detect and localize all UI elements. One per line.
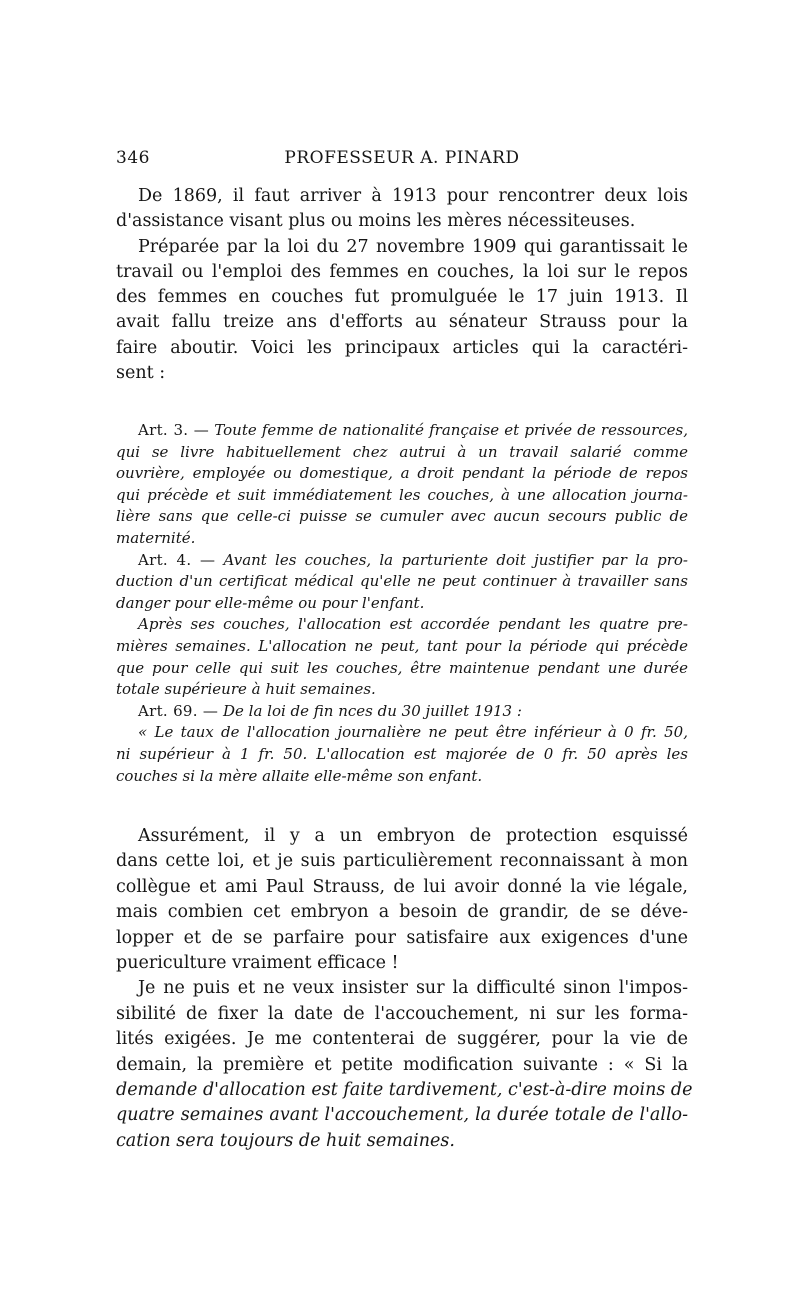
article-4-line: danger pour elle-même ou pour l'enfant.	[116, 593, 425, 612]
article-3-line: qui se livre habituellement chez autrui à un travail salarié comme	[116, 442, 688, 461]
text-line: cation sera toujours de huit semaines.	[116, 1130, 455, 1151]
text-line: avait fallu treize ans d'efforts au sénateur Strauss pour la	[116, 312, 688, 333]
text-line: quatre semaines avant l'accouchement, la durée totale de l'allo-	[116, 1105, 688, 1126]
text-line: faire aboutir. Voici les principaux articles qui la caractéri-	[116, 337, 688, 358]
article-3-line: maternité.	[116, 528, 196, 547]
article-69-line: ni supérieur à 1 fr. 50. L'allocation est majorée de 0 fr. 50 après les	[116, 744, 688, 763]
article-69-line: « Le taux de l'allocation journalière ne peut être inférieur à 0 fr. 50,	[138, 723, 688, 742]
article-label: Art. 3. —	[138, 421, 210, 439]
intro-paragraph	[116, 184, 688, 386]
text-line: des femmes en couches fut promulguée le 17 juin 1913. Il	[116, 287, 688, 308]
text-line: travail ou l'emploi des femmes en couches, la loi sur le repos	[116, 261, 688, 282]
text-line: Je ne puis et ne veux insister sur la difficulté sinon l'impos-	[138, 978, 688, 999]
text-line: sibilité de fixer la date de l'accouchement, ni sur les forma-	[116, 1003, 688, 1024]
article-4-line: que pour celle qui suit les couches, être maintenue pendant une durée	[116, 658, 688, 677]
article-3-line: lière sans que celle-ci puisse se cumuler avec aucun secours public de	[116, 507, 688, 526]
text-line: Préparée par la loi du 27 novembre 1909 qui garantissait le	[138, 236, 688, 257]
page-header	[116, 148, 688, 174]
text-line: collègue et ami Paul Strauss, de lui avoir donné la vie légale,	[116, 876, 688, 897]
article-4-line: duction d'un certificat médical qu'elle ne peut continuer à travailler sans	[116, 572, 688, 591]
text-line: mais combien cet embryon a besoin de grandir, de se déve-	[116, 902, 688, 923]
article-3-line: Art. 3. — Toute femme de nationalité française et privée de ressources,	[138, 421, 688, 439]
article-4-line: Art. 4. — Avant les couches, la parturiente doit justifier par la pro-	[138, 550, 688, 569]
article-4-line: mières semaines. L'allocation ne peut, tant pour la période qui précède	[116, 636, 688, 655]
text-line: Assurément, il y a un embryon de protection esquissé	[138, 826, 688, 846]
text-line: De 1869, il faut arriver à 1913 pour rencontrer deux lois	[138, 186, 688, 206]
running-title: PROFESSEUR A. PINARD	[284, 148, 520, 168]
article-69-line: couches si la mère allaite elle-même son enfant.	[116, 766, 483, 785]
text-line: puericulture vraiment efficace !	[116, 952, 399, 973]
text-line: lités exigées. Je me contenterai de suggérer, pour la vie de	[116, 1029, 688, 1050]
conclusion-paragraphs	[116, 824, 693, 1154]
article-label: Art. 69. —	[138, 701, 219, 720]
article-3-line: qui précède et suit immédiatement les couches, à une allocation journa-	[116, 485, 688, 504]
article-69-line: Art. 69. — De la loi de fin nces du 30 juillet 1913 :	[138, 701, 522, 720]
text-line: dans cette loi, et je suis particulièrement reconnaissant à mon	[116, 851, 688, 872]
article-4-line: Après ses couches, l'allocation est accordée pendant les quatre pre-	[138, 615, 688, 634]
article-label: Art. 4. —	[138, 550, 216, 569]
law-articles	[116, 420, 688, 787]
article-3-line: ouvrière, employée ou domestique, a droit pendant la période de repos	[116, 464, 688, 483]
text-line: demain, la première et petite modification suivante : « Si la	[116, 1054, 688, 1075]
article-4-line: totale supérieure à huit semaines.	[116, 680, 376, 699]
text-line: sent :	[116, 363, 166, 384]
text-line: demande d'allocation est faite tardivement, c'est-à-dire moins de	[116, 1079, 693, 1100]
page-number: 346	[116, 148, 150, 168]
text-line: d'assistance visant plus ou moins les mères nécessiteuses.	[116, 211, 636, 232]
text-line: lopper et de se parfaire pour satisfaire aux exigences d'une	[116, 927, 688, 948]
